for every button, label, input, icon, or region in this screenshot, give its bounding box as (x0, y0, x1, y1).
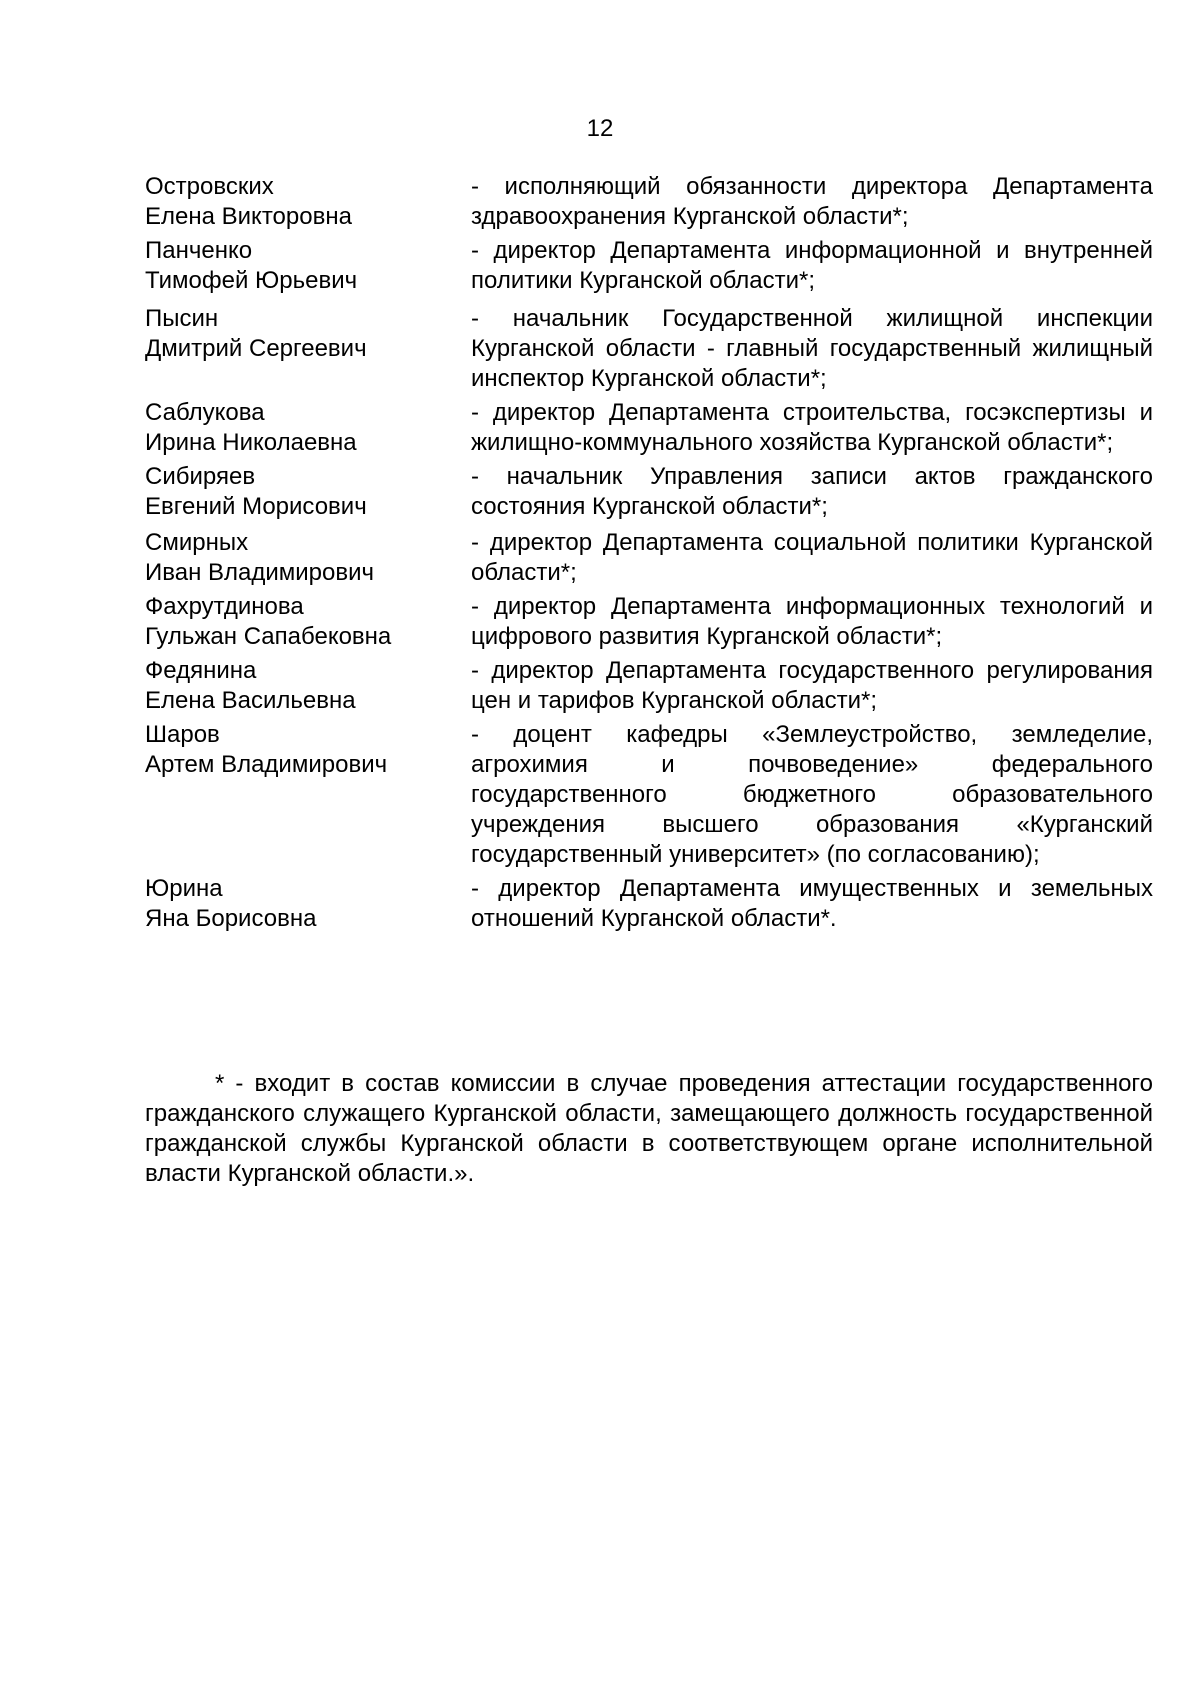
member-position: - директор Департамента имущественных и земельных отношений Курганской области*. (471, 875, 1153, 932)
member-surname: Сибиряев (145, 463, 256, 490)
member-position: - директор Департамента государственного регулирования цен и тарифов Курганской области*; (471, 657, 1153, 714)
member-entry (145, 874, 1153, 934)
member-surname: Саблукова (145, 399, 265, 426)
member-surname: Шаров (145, 721, 220, 748)
member-position: - директор Департамента социальной политики Курганской области*; (471, 529, 1153, 586)
member-surname: Юрина (145, 875, 223, 902)
member-position: - исполняющий обязанности директора Департамента здравоохранения Курганской области*; (471, 173, 1153, 230)
member-name (145, 592, 471, 652)
member-name (145, 720, 471, 780)
member-name (145, 462, 471, 522)
member-given-names: Ирина Николаевна (145, 429, 357, 456)
member-given-names: Артем Владимирович (145, 751, 388, 778)
member-position: - директор Департамента информационных технологий и цифрового развития Курганской области*; (471, 593, 1153, 650)
member-given-names: Елена Викторовна (145, 203, 352, 230)
member-name (145, 172, 471, 232)
page-number: 12 (586, 115, 614, 142)
member-surname: Островских (145, 173, 274, 200)
member-given-names: Иван Владимирович (145, 559, 375, 586)
member-position: - начальник Управления записи актов гражданского состояния Курганской области*; (471, 463, 1153, 520)
footnote: * - входит в состав комиссии в случае проведения аттестации государственного гражданского служащего Курганской области, замещающего должность государственной гражданской службы Курганской области в соответствующем органе исполнительной власти Курганской области.». (145, 1070, 1153, 1187)
member-given-names: Яна Борисовна (145, 905, 317, 932)
member-entry (145, 398, 1153, 458)
member-name (145, 398, 471, 458)
member-surname: Смирных (145, 529, 249, 556)
member-name (145, 236, 471, 296)
member-given-names: Тимофей Юрьевич (145, 267, 358, 294)
member-entry (145, 236, 1153, 296)
member-surname: Фахрутдинова (145, 593, 304, 620)
member-position: - начальник Государственной жилищной инспекции Курганской области - главный государственный жилищный инспектор Курганской области*; (471, 305, 1153, 392)
member-name (145, 304, 471, 364)
member-surname: Пысин (145, 305, 219, 332)
member-surname: Панченко (145, 237, 253, 264)
member-given-names: Гульжан Сапабековна (145, 623, 392, 650)
member-entry (145, 172, 1153, 232)
member-entry (145, 462, 1153, 522)
member-position: - директор Департамента строительства, госэкспертизы и жилищно-коммунального хозяйства Курганской области*; (471, 399, 1153, 456)
member-position: - доцент кафедры «Землеустройство, земледелие, агрохимия и почвоведение» федерального государственного бюджетного образовательного учреждения высшего образования «Курганский государственный университет» (по согласованию); (471, 721, 1153, 868)
member-entry (145, 592, 1153, 652)
member-name (145, 874, 471, 934)
member-entry (145, 656, 1153, 716)
member-entry (145, 304, 1153, 394)
member-name (145, 528, 471, 588)
commission-members-list (145, 172, 1153, 934)
member-position: - директор Департамента информационной и внутренней политики Курганской области*; (471, 237, 1153, 294)
member-name (145, 656, 471, 716)
member-entry (145, 720, 1153, 870)
member-given-names: Дмитрий Сергеевич (145, 335, 367, 362)
member-entry (145, 528, 1153, 588)
member-given-names: Елена Васильевна (145, 687, 356, 714)
member-given-names: Евгений Морисович (145, 493, 367, 520)
member-surname: Федянина (145, 657, 257, 684)
